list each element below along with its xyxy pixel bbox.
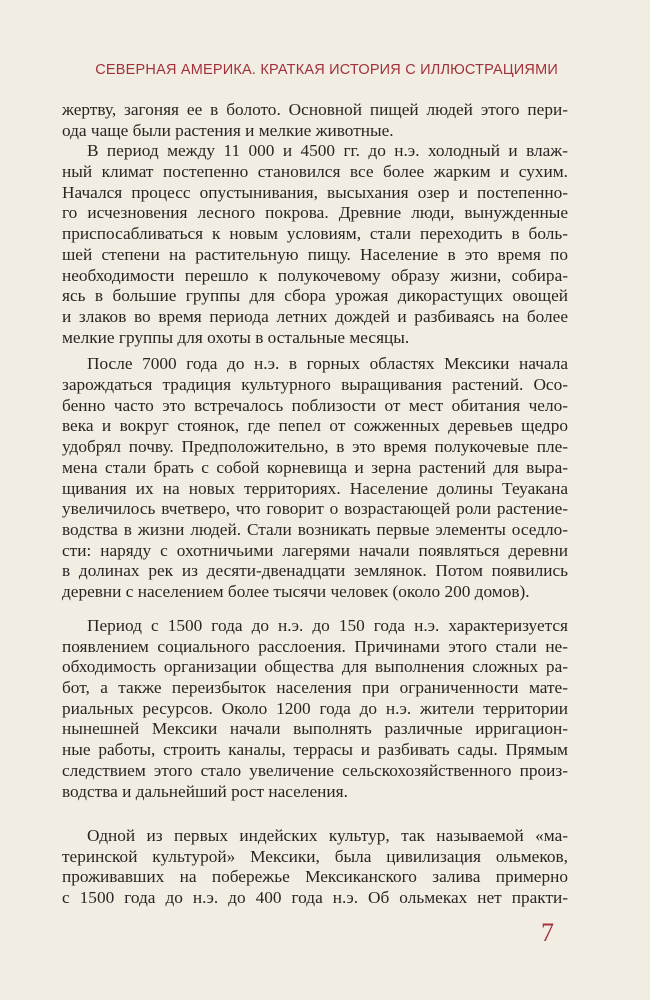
text-line: появлением социального расслоения. Причинами этого стали не- bbox=[62, 636, 568, 656]
text-line: удобрял почву. Предположительно, в это время полукочевые пле- bbox=[62, 437, 568, 457]
text-line: Начался процесс опустынивания, высыхания озер и постепенно- bbox=[62, 182, 568, 202]
running-header: СЕВЕРНАЯ АМЕРИКА. КРАТКАЯ ИСТОРИЯ С ИЛЛЮСТРАЦИЯМИ bbox=[95, 62, 558, 78]
text-line: приспосабливаться к новым условиям, стали переходить в боль- bbox=[62, 224, 568, 244]
text-line: деревни с населением более тысячи человек (около 200 домов). bbox=[62, 581, 530, 601]
text-line: обходимость организации общества для выполнения сложных ра- bbox=[62, 657, 568, 677]
paragraph bbox=[62, 826, 568, 909]
paragraph bbox=[62, 141, 568, 348]
page-number: 7 bbox=[541, 918, 554, 947]
text-line: ода чаще были растения и мелкие животные. bbox=[62, 120, 394, 140]
text-line: Период с 1500 года до н.э. до 150 года н.э. характеризуется bbox=[87, 616, 568, 635]
text-line: шей степени на растительную пищу. Население в это время по bbox=[62, 244, 568, 264]
text-line: необходимости перешло к полукочевому образу жизни, собира- bbox=[62, 265, 568, 285]
text-line: века и вокруг стоянок, где пепел от сожженных деревьев щедро bbox=[62, 416, 568, 436]
text-line: жертву, загоняя ее в болото. Основной пищей людей этого пери- bbox=[62, 100, 568, 119]
paragraph bbox=[62, 354, 568, 602]
text-line: ный климат постепенно становился все более жарким и сухим. bbox=[62, 162, 568, 182]
paragraph bbox=[62, 100, 568, 141]
text-line: бенно часто это встречалось поблизости от мест обитания чело- bbox=[62, 395, 568, 415]
text-line: го исчезновения лесного покрова. Древние люди, вынужденные bbox=[62, 203, 568, 223]
text-line: мена стали брать с собой корневища и зерна растений для выра- bbox=[62, 457, 568, 477]
text-line: зарождаться традиция культурного выращивания растений. Осо- bbox=[62, 375, 568, 395]
text-line: мелкие группы для охоты в остальные месяцы. bbox=[62, 327, 410, 347]
text-line: проживавших на побережье Мексиканского залива примерно bbox=[62, 867, 568, 887]
text-line: водства в жизни людей. Стали возникать первые элементы оседло- bbox=[62, 519, 568, 539]
text-line: щивания их на новых территориях. Население долины Теуакана bbox=[62, 478, 568, 498]
text-line: риальных ресурсов. Около 1200 года до н.э. жители территории bbox=[62, 698, 568, 718]
text-line: После 7000 года до н.э. в горных областях Мексики начала bbox=[87, 354, 568, 374]
text-line: ясь в большие группы для сбора урожая дикорастущих овощей bbox=[62, 286, 568, 306]
text-line: водства и дальнейший рост населения. bbox=[62, 781, 348, 801]
text-line: нынешней Мексики начали выполнять различные ирригацион- bbox=[62, 719, 568, 739]
text-line: увеличилось вчетверо, что говорит о возрастающей роли растение- bbox=[62, 499, 568, 519]
text-line: Одной из первых индейских культур, так называемой «ма- bbox=[87, 826, 568, 845]
text-line: в долинах рек из десяти-двенадцати землянок. Потом появились bbox=[62, 561, 568, 581]
text-line: с 1500 года до н.э. до 400 года н.э. Об ольмеках нет практи- bbox=[62, 888, 568, 908]
text-line: бот, а также переизбыток населения при ограниченности мате- bbox=[62, 678, 568, 698]
text-line: В период между 11 000 и 4500 гг. до н.э. холодный и влаж- bbox=[87, 141, 568, 161]
text-line: теринской культурой» Мексики, была цивилизация ольмеков, bbox=[62, 846, 568, 866]
text-line: сти: наряду с охотничьими лагерями начали появляться деревни bbox=[62, 540, 568, 560]
text-line: следствием этого стало увеличение сельскохозяйственного произ- bbox=[62, 760, 568, 780]
text-line: ные работы, строить каналы, террасы и разбивать сады. Прямым bbox=[62, 740, 568, 760]
paragraph bbox=[62, 616, 568, 802]
text-line: и злаков во время периода летних дождей и разбиваясь на более bbox=[62, 306, 568, 326]
